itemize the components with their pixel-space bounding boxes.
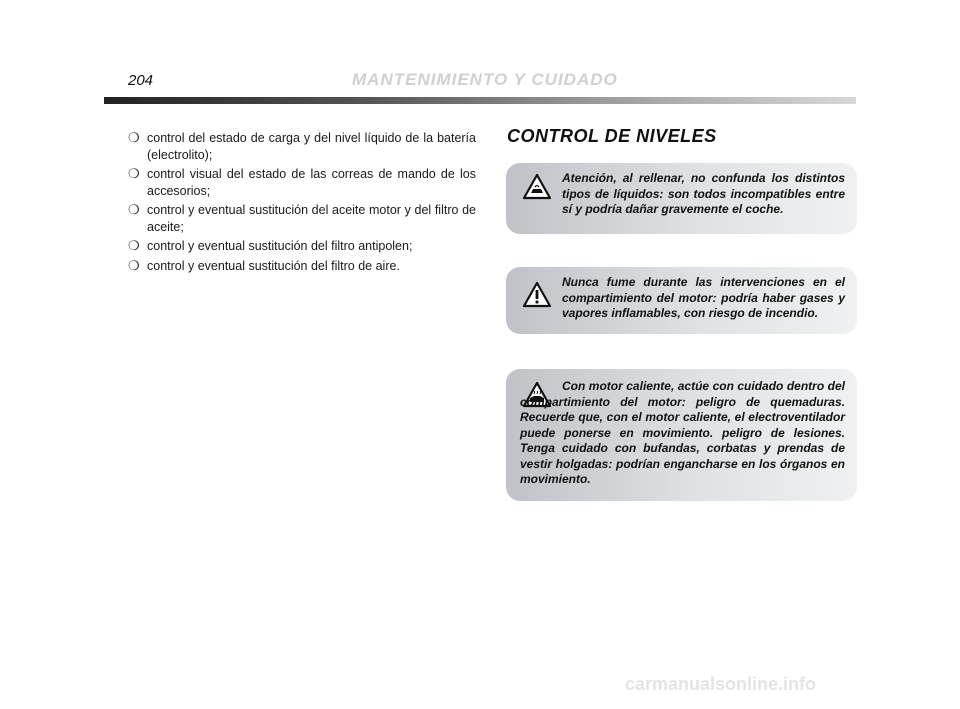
warning-box-hot-engine xyxy=(506,369,857,501)
bullet-circle-icon: ❍ xyxy=(128,202,140,217)
list-item xyxy=(128,258,476,275)
list-item-text: control del estado de carga y del nivel líquido de la batería (electrolito); xyxy=(147,131,476,162)
list-item-text: control y eventual sustitución del filtro antipolen; xyxy=(147,239,413,253)
list-item-text: control y eventual sustitución del aceite motor y del filtro de aceite; xyxy=(147,203,476,234)
header-rule xyxy=(104,97,856,104)
list-item xyxy=(128,166,476,199)
section-title: CONTROL DE NIVELES xyxy=(507,126,717,146)
warning-text: Con motor caliente, actúe con cuidado dentro del compartimiento del motor: peligro de quemaduras. Recuerde que, con el motor caliente, el electroventilador puede ponerse en movimiento. peligro de lesiones. Tenga cuidado con bufandas, corbatas y prendas de vestir holgadas: podrían engancharse en los órganos en movimiento. xyxy=(520,379,845,486)
bullet-circle-icon: ❍ xyxy=(128,257,140,273)
bullet-circle-icon: ❍ xyxy=(128,238,140,253)
liquid-warning-triangle-icon xyxy=(522,173,552,200)
maintenance-checklist xyxy=(128,130,476,277)
list-item-text: control y eventual sustitución del filtro de aire. xyxy=(147,258,400,273)
bullet-circle-icon: ❍ xyxy=(128,130,140,145)
list-item xyxy=(128,202,476,235)
header-title: MANTENIMIENTO Y CUIDADO xyxy=(352,70,618,89)
bullet-circle-icon: ❍ xyxy=(128,166,140,181)
warning-text: Atención, al rellenar, no confunda los distintos tipos de líquidos: son todos incompatibles entre sí y podría dañar gravemente el coche. xyxy=(562,171,845,216)
list-item xyxy=(128,238,476,255)
list-item-text: control visual del estado de las correas de mando de los accesorios; xyxy=(147,167,476,198)
exclamation-warning-triangle-icon xyxy=(522,281,552,308)
page-number: 204 xyxy=(128,72,154,89)
list-item xyxy=(128,130,476,163)
watermark: carmanualsonline.info xyxy=(625,674,817,694)
warning-text: Nunca fume durante las intervenciones en el compartimiento del motor: podría haber gases y vapores inflamables, con riesgo de incendio. xyxy=(562,275,845,320)
warning-box-smoking xyxy=(506,267,857,334)
warning-box-fluids xyxy=(506,163,857,234)
